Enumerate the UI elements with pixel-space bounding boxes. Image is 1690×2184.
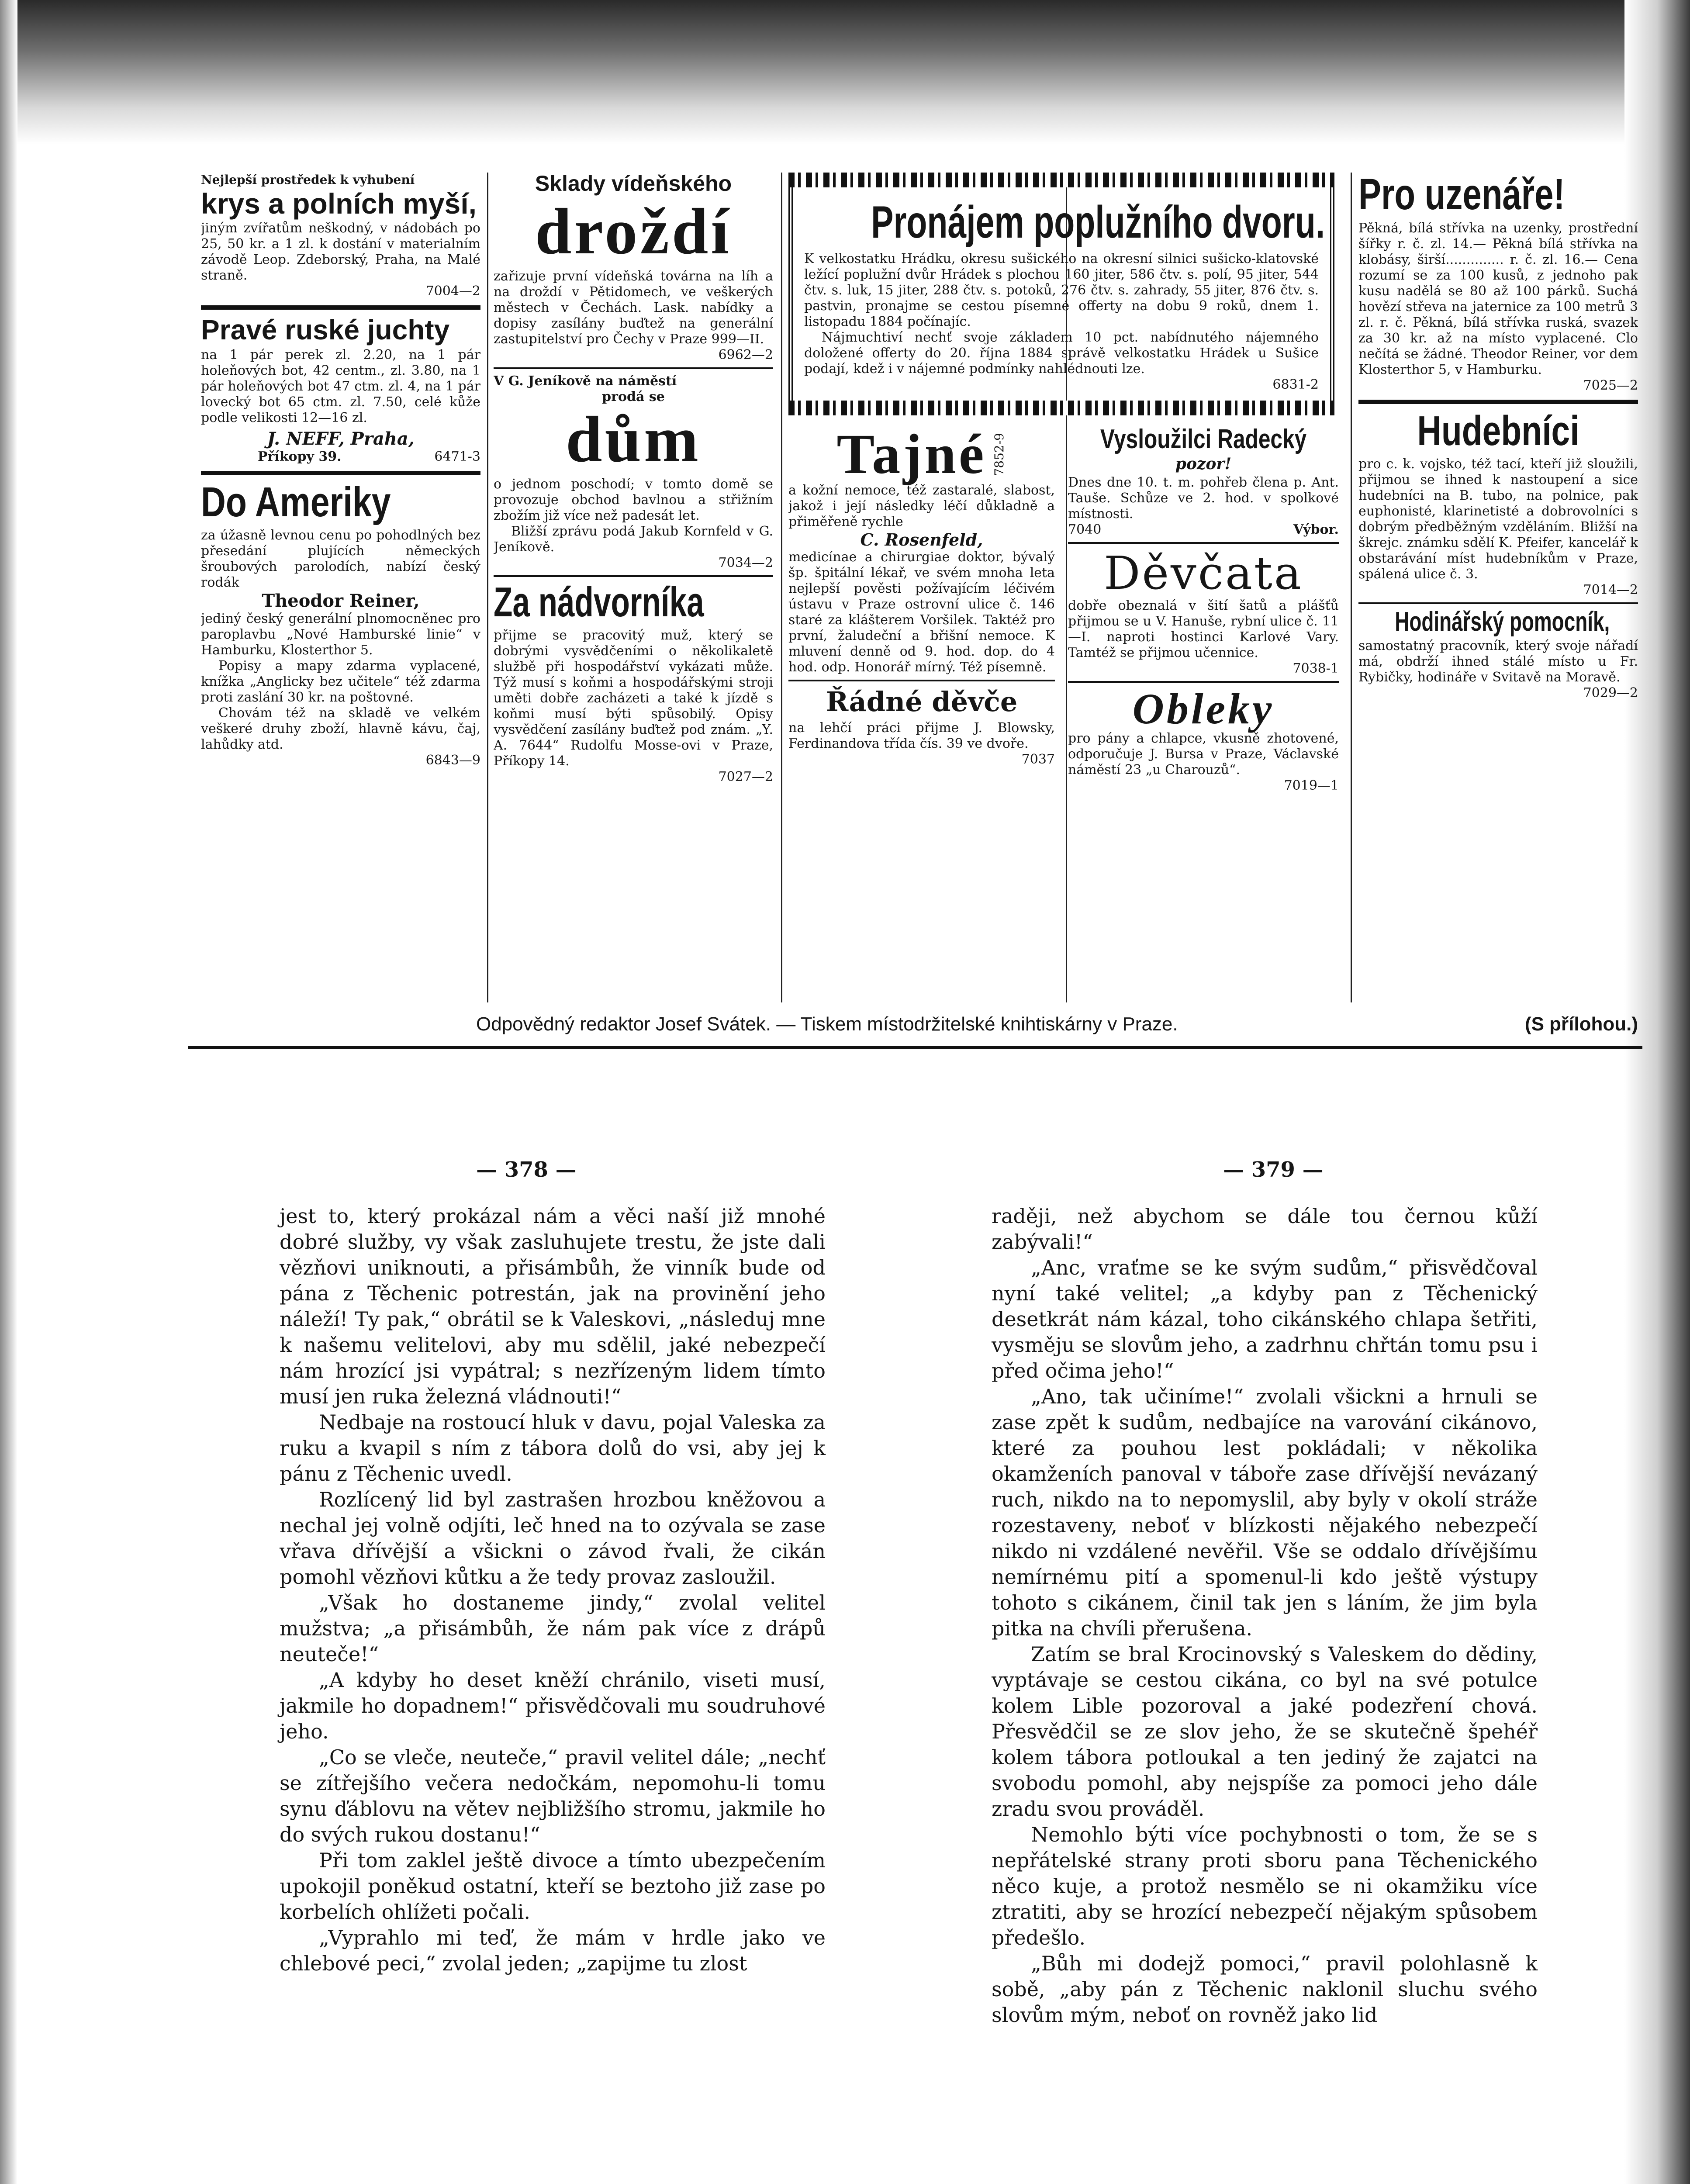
column-separator <box>487 173 488 1002</box>
column-separator <box>1351 173 1352 1002</box>
veterans-ad-signature: Výbor. <box>1293 522 1339 537</box>
yeast-ad-body: zařizuje první vídeňská továrna na líh a na droždí v Pětidomech, ve veškerých městech v Čechách. Lask. nabídky a dopisy zasílány buďtež na generální zastupitelství pro Čechy v Praze 999—II. <box>494 269 773 347</box>
house-ad-body: o jednom poschodí; v tomto domě se provozuje obchod bavlnou a střižním zbožím již více než padesát let. <box>494 477 773 523</box>
veterans-ad-headline: Vysloužilci Radecký <box>1100 424 1307 454</box>
veterans-ad-subhead: pozor! <box>1175 455 1232 473</box>
musicians-ad-headline: Hudebníci <box>1417 408 1579 454</box>
divider <box>494 367 773 369</box>
house-ad-intro: V G. Jeníkově na náměstí <box>494 373 677 389</box>
america-ad-name: Theodor Reiner, <box>262 591 420 611</box>
america-ad-code: 6843—9 <box>425 753 480 768</box>
story-paragraph: Zatím se bral Krocinovský s Valeskem do dědiny, vyptávaje se cestou cikána, co byl na své potulce kolem Lible pozoroval a jaké podezření chová. Přesvědčil se ze slov jeho, že se skutečně špehéř kolem tábora potloukal a ten jediný že zajatci na svobodu pomohl, aby nejspíše za pomoci jeho dále zradu svou prováděl. <box>992 1642 1538 1821</box>
house-ad-headline: dům <box>566 403 701 476</box>
veterans-ad-body: Dnes dne 10. t. m. pohřeb člena p. Ant. Tauše. Schůze ve 2. hod. v spolkové místnosti. <box>1068 475 1339 522</box>
sausage-ad-code: 7025—2 <box>1583 378 1638 393</box>
footer-divider <box>188 1046 1642 1049</box>
story-paragraph: Nemohlo býti více pochybnosti o tom, že se s nepřátelské strany proti sboru pana Těchenického něco kuje, a protož nesmělo se ni okamžiku více ztratiti, aby se hrozící nebezpečí nějakým spůsobem předešlo. <box>992 1823 1538 1949</box>
ornamental-border <box>788 173 1334 187</box>
clothes-ad-code: 7019—1 <box>1284 778 1339 794</box>
divider <box>788 680 1055 681</box>
story-paragraph: Rozlícený lid byl zastrašen hrozbou kněžovou a nechal jej volně odjíti, leč hned na to ozývala se zase vřava dřívější a všickni o závod řvali, že cikán pomohl vězňovi kůtku a že tedy provaz zasloužil. <box>280 1488 826 1589</box>
story-page-right <box>992 1203 1538 2028</box>
ornamental-border <box>788 401 1334 415</box>
boots-ad-address: Příkopy 39. <box>258 449 342 464</box>
imprint-line <box>476 1013 1638 1040</box>
musicians-ad-code: 7014—2 <box>1583 582 1638 598</box>
scan-top-edge <box>0 0 1690 144</box>
supplement-note: (S přílohou.) <box>1524 1013 1638 1035</box>
story-paragraph: „Však ho dostaneme jindy,“ zvolal velitel mužstva; „a přisámbůh, že nám pak více z drápů neuteče!“ <box>280 1591 826 1666</box>
doctor-ad-name: C. Rosenfeld, <box>860 530 983 549</box>
clothes-ad-body: pro pány a chlapce, vkusně zhotovené, odporučuje J. Bursa v Praze, Václavské náměstí 23 „u Charouzů“. <box>1068 731 1339 778</box>
lease-ad-body: K velkostatku Hrádku, okresu sušického na okresní silnici sušicko-klatovské ležící poplužní dvůr Hrádek s plochou 160 jiter, 586 čtv. s. polí, 95 jiter, 544 čtv. s. luk, 15 jiter, 288 čtv. s. potoků, 276 čtv. s. zahrady, 55 jiter, 876 čtv. s. pastvin, pronajme se cestou písemné offerty na dobu 9 roků, dnem 1. listopadu 1884 počínajíc. <box>804 251 1319 329</box>
column-separator <box>781 173 782 1002</box>
ad-column-1 <box>201 173 480 998</box>
boots-ad-code: 6471-3 <box>434 449 480 464</box>
story-paragraph: raději, než abychom se dále tou černou kůží zabývali!“ <box>992 1204 1538 1254</box>
story-paragraph: Nedbaje na rostoucí hluk v davu, pojal Valeska za ruku a kvapil s ním z tábora dolů do vsi, aby jej k pánu z Těchenic uvedl. <box>280 1410 826 1486</box>
yeast-ad-code: 6962—2 <box>718 347 773 363</box>
janitor-ad-body: přijme se pracovitý muž, který se dobrými vysvědčeními o několikaletě službě při hospodářství vykázati může. Týž musí s koňmi a hospodářskými stroji uměti dobře zacházeti a také k jízdě s koňmi musí býti spůsobilý. Opisy vysvědčení zasílány buďtež pod znám. „Y. A. 7644“ Rudolfu Mosse-ovi v Praze, Příkopy 14. <box>494 628 773 769</box>
house-ad-code: 7034—2 <box>718 555 773 570</box>
doctor-ad-body-2: medicínae a chirurgiae doktor, bývalý šp. špitální lékař, ve svém mnoha leta nejlepší pověsti požívajícím léčivém ústavu v Praze ostrovní ulice č. 146 staré za klášterem Voršilek. Taktéž pro první, žaludeční a břišní nemoce. K mluvení denně od 9. hod. dop. do 4 hod. odp. Honorář mírný. Též písemně. <box>788 549 1055 675</box>
sausage-ad-body: Pěkná, bílá střívka na uzenky, prostřední šířky r. č. zl. 14.— Pěkná bílá střívka na klobásy, širší.............. r. č. zl. 16.— Cena rozumí se za 100 kusů, z jednoho pak kusu nadělá se 80 až 100 párků. Suchá hovězí střeva na jaternice za 100 metrů 3 zl. r. č. Pěkná, bílá střívka ruská, svazek za 30 kr. až na místo vyplacené. Clo nečítá se žádné. Theodor Reiner, vor dem Klosterthor 5, v Hamburku. <box>1358 221 1638 377</box>
america-ad-body-1: za úžasně levnou cenu po pohodlných bez přesedání plujících německých šroubových parolodích, nabízí český rodák <box>201 528 480 590</box>
page-number-left: — 378 — <box>476 1158 577 1182</box>
rats-ad-intro: Nejlepší prostředek k vyhubení <box>201 173 415 187</box>
janitor-ad-headline: Za nádvorníka <box>494 579 704 625</box>
story-paragraph: „Ano, tak učiníme!“ zvolali všickni a hrnuli se zase zpět k sudům, nedbajíce na varování cikánovo, které za pouhou lest pokládali; v několika okamženích panoval v táboře zase dřívější nevázaný ruch, nikdo na to nepomyslil, aby byly v okolí stráže rozestaveny, neboť v blízkosti nějakého nebezpečí nikdo ni vzdálené nevěřil. Vše se oddalo dřívějšímu nemírnému pití a spomenul-li kdo ještě výstupy tohoto s cikánem, činil tak jen s láním, že jim byla pitka na chvíli přerušena. <box>992 1385 1538 1640</box>
divider <box>201 471 480 475</box>
story-paragraph: jest to, který prokázal nám a věci naší již mnohé dobré služby, vy však zasluhujete trestu, že jste dali vězňovi uniknouti, a přisámbůh, že vinník bude od pána z Těchenic potrestán, jak na provinění jeho náleží! Ty pak,“ obrátil se k Valeskovi, „následuj mne k našemu velitelovi, aby mu sdělil, jaké nebezpečí nám hrozící jsi vypátral; s nezřízeným lidem tímto musí jen ruka železná vládnouti!“ <box>280 1204 826 1408</box>
maid-ad-body: na lehčí práci přijme J. Blowsky, Ferdinandova třída čís. 39 ve dvoře. <box>788 720 1055 751</box>
girls-ad-headline: Děvčata <box>1104 546 1303 600</box>
story-paragraph: „Anc, vraťme se ke svým sudům,“ přisvědčoval nyní také velitel; „a kdyby pan z Těchenický desetkrát nám kázal, toho cikánského chlapa šetřiti, vysměju se slovům jeho, a zadrhnu chřtán tomu psu i před očima jeho!“ <box>992 1256 1538 1382</box>
boots-ad-signature: J. NEFF, Praha, <box>267 429 415 449</box>
ad-column-4 <box>1358 173 1638 998</box>
story-page-left <box>280 1203 826 1977</box>
watchmaker-ad-headline: Hodinářský pomocník, <box>1395 607 1610 637</box>
janitor-ad-code: 7027—2 <box>718 769 773 784</box>
sausage-ad-headline: Pro uzenáře! <box>1358 173 1565 219</box>
divider <box>494 575 773 577</box>
lease-ad-body-2: Nájmuchtiví nechť svoje základem 10 pct. nabídnutého nájemného doložené offerty do 20. října 1884 správě velkostatku Hrádek u Sušice podají, kdež i v nájemné podmínky nahlédnouti lze. <box>804 330 1319 377</box>
story-paragraph: „Vyprahlo mi teď, že mám v hrdle jako ve chlebové peci,“ zvolal jeden; „zapijme tu zlost <box>280 1926 826 1975</box>
lease-ad <box>788 173 1334 415</box>
yeast-ad-intro: Sklady vídeňského <box>535 173 732 196</box>
veterans-ad <box>1068 426 1339 794</box>
america-ad-body-3: Popisy a mapy zdarma vyplacené, knížka „Anglicky bez učitele“ též zdarma proti zaslání 30 kr. na poštovné. <box>201 658 480 705</box>
lease-ad-code: 6831-2 <box>1272 377 1319 392</box>
doctor-ad-code: 7852-9 <box>992 432 1006 476</box>
lease-ad-headline: Pronájem poplužního dvoru. <box>871 197 1325 248</box>
story-paragraph: „Bůh mi dodejž pomoci,“ pravil polohlasně k sobě, „aby pán z Těchenic naklonil sluchu svého slovům mým, neboť on rovněž jako lid <box>992 1952 1538 2027</box>
watchmaker-ad-code: 7029—2 <box>1583 685 1638 701</box>
story-paragraph: „Co se vleče, neuteče,“ pravil velitel dále; „nechť se zítřejšího večera nedočkám, nepomohu-li tomu synu ďáblovu na větev nejbližšího stromu, jakmile ho do svých rukou dostanu!“ <box>280 1745 826 1846</box>
musicians-ad-body: pro c. k. vojsko, též tací, kteří již sloužili, přijmou se ihned k nastoupení a sice hudebníci na B. tubo, na polnice, pak euphonisté, klarinetisté a dobrovolníci s dobrým předběžným vzděláním. Bližší na škrejc. známku sdělí K. Pfeifer, kancelář k obstarávání míst hudebníkům v Praze, spálená ulice č. 3. <box>1358 456 1638 582</box>
rats-ad-body: jiným zvířatům neškodný, v nádobách po 25, 50 kr. a 1 zl. k dostání v materialním závodě Leop. Zdeborský, Praha, na Malé straně. <box>201 221 480 283</box>
doctor-ad <box>788 423 1055 794</box>
rats-ad-code: 7004—2 <box>425 283 480 299</box>
ad-column-2 <box>494 173 773 998</box>
divider <box>1358 602 1638 604</box>
house-ad-body-2: Bližší zprávu podá Jakub Kornfeld v G. Jeníkově. <box>494 524 773 555</box>
house-ad-subhead: prodá se <box>602 389 665 404</box>
maid-ad-code: 7037 <box>1021 752 1055 767</box>
america-ad-body-2: jediný český generální plnomocněnec pro paroplavbu „Nové Hamburské linie“ v Hamburku, Klosterthor 5. <box>201 611 480 658</box>
veterans-ad-code: 7040 <box>1068 522 1102 537</box>
girls-ad-body: dobře obeznalá v šití šatů a plášťů přijmou se u V. Hanuše, rybní ulice č. 11—I. naproti hostinci Karlové Vary. Tamtéž se přijmou učennice. <box>1068 598 1339 661</box>
clothes-ad-headline: Obleky <box>1132 684 1275 733</box>
america-ad-body-4: Chovám též na skladě ve velkém veškeré druhy zboží, hlavně kávu, čaj, lahůdky atd. <box>201 705 480 752</box>
divider <box>201 305 480 310</box>
scan-left-edge <box>0 0 17 2184</box>
rats-ad-headline: krys a polních myší, <box>201 187 477 220</box>
story-paragraph: „A kdyby ho deset kněží chránilo, viseti musí, jakmile ho dopadnem!“ přisvědčovali mu soudruhové jeho. <box>280 1668 826 1743</box>
boots-ad-body: na 1 pár perek zl. 2.20, na 1 pár holeňových bot, 42 centm., zl. 3.80, na 1 pár holeňových bot 47 ctm. zl. 4, na 1 pár lovecký bot 65 ctm. zl. 7.50, celé kůže podle velikosti 12—16 zl. <box>201 347 480 425</box>
boots-ad-headline: Pravé ruské juchty <box>201 314 450 346</box>
girls-ad-code: 7038-1 <box>1293 661 1339 677</box>
doctor-ad-headline: Tajné <box>836 423 987 486</box>
story-paragraph: Při tom zaklel ještě divoce a tímto ubezpečením upokojil poněkud ostatní, kteří se beztoho již zase po korbelích ohlížeti počali. <box>280 1849 826 1924</box>
america-ad-headline: Do Ameriky <box>201 479 391 525</box>
divider <box>1068 542 1339 544</box>
divider <box>1068 681 1339 683</box>
ad-column-3 <box>788 173 1343 998</box>
doctor-ad-body: a kožní nemoce, též zastaralé, slabost, jakož i její následky léčí důkladně a přiměřeně rychle <box>788 483 1055 529</box>
watchmaker-ad-body: samostatný pracovník, který svoje nářadí má, obdrží ihned stálé místo u Fr. Rybičky, hodináře v Svitavě na Moravě. <box>1358 638 1638 685</box>
page-number-right: — 379 — <box>1223 1158 1324 1182</box>
yeast-ad-headline: droždí <box>535 195 732 268</box>
divider <box>1358 400 1638 404</box>
imprint-text: Odpovědný redaktor Josef Svátek. — Tiskem místodržitelské knihtiskárny v Praze. <box>476 1013 1178 1035</box>
maid-ad-headline: Řádné děvče <box>826 686 1018 718</box>
